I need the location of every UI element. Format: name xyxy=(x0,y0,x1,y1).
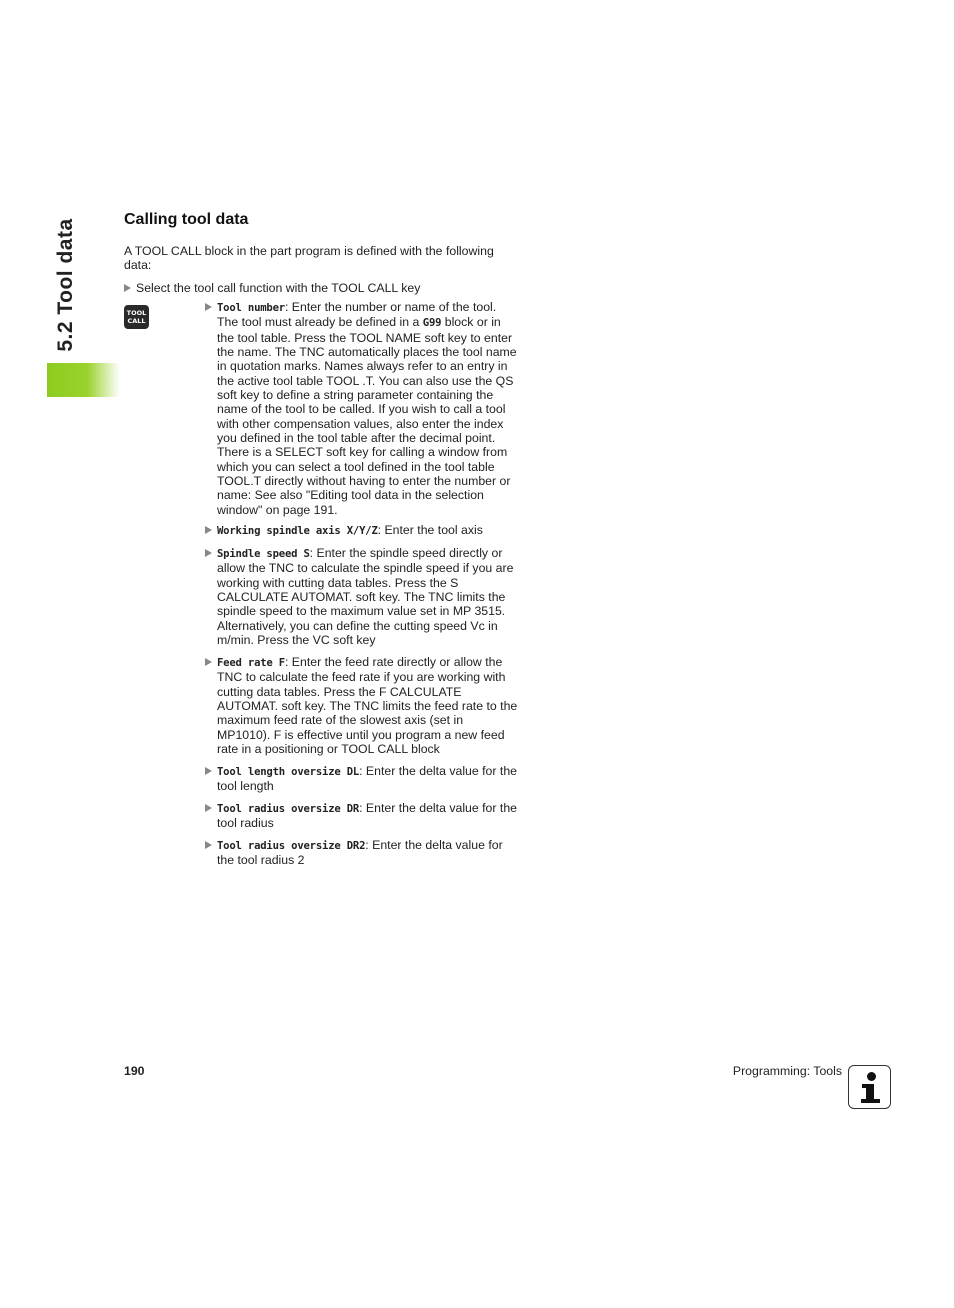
item-text: : Enter the delta value for the tool length xyxy=(217,764,518,794)
list-item-spindle-axis xyxy=(203,523,519,538)
list-item-radius-oversize-2 xyxy=(203,838,519,868)
list-item-radius-oversize xyxy=(203,801,519,831)
item-label: Feed rate F xyxy=(217,657,285,669)
item-text-continued: block or in the tool table. Press the TOOL NAME soft key to enter the name. The TNC automatically places the tool name in quotation marks. Names always refer to an entry in the active tool table TOOL .T. You can also use the QS soft key to define a string parameter containing the name of the tool to be called. If you wish to call a tool with other compensation values, also enter the index you defined in the tool table after the decimal point. There is a SELECT soft key for calling a window from which you can select a tool defined in the tool table TOOL.T directly without having to enter the number or name: See also "Editing tool data in the selection window" on page 191. xyxy=(217,315,517,517)
triangle-bullet-icon xyxy=(205,804,212,812)
list-item-spindle-speed xyxy=(203,546,519,647)
section-color-tab xyxy=(47,363,120,397)
item-text: : Enter the delta value for the tool radius xyxy=(217,801,518,831)
item-code: G99 xyxy=(422,317,442,330)
item-label: Tool radius oversize DR2 xyxy=(217,840,366,852)
triangle-bullet-icon xyxy=(205,549,212,557)
key-label-line2: CALL xyxy=(127,317,146,325)
triangle-bullet-icon xyxy=(205,841,212,849)
item-text: : Enter the delta value for the tool radius 2 xyxy=(217,838,503,868)
item-text: : Enter the number or name of the tool. The tool must already be defined in a xyxy=(217,300,497,330)
item-label: Tool length oversize DL xyxy=(217,766,360,778)
key-label-line1: TOOL xyxy=(126,309,147,317)
step-text: Select the tool call function with the TOOL CALL key xyxy=(136,281,421,295)
triangle-bullet-icon xyxy=(205,658,212,666)
intro-paragraph: A TOOL CALL block in the part program is defined with the following data: xyxy=(124,244,494,273)
tool-call-key-icon xyxy=(124,305,149,329)
item-text: : Enter the spindle speed directly or allow the TNC to calculate the spindle speed if you are working with cutting data tables. Press the S CALCULATE AUTOMAT. soft key. The TNC limits the spindle speed to the maximum value set in MP 3515. Alternatively, you can define the cutting speed Vc in m/min. Press the VC soft key xyxy=(217,546,514,648)
item-label: Tool number xyxy=(217,302,285,314)
triangle-bullet-icon xyxy=(205,767,212,775)
item-label: Tool radius oversize DR xyxy=(217,803,360,815)
list-item-tool-number xyxy=(203,300,519,517)
page-number: 190 xyxy=(124,1064,145,1078)
triangle-bullet-icon xyxy=(205,526,212,534)
step-instruction xyxy=(124,281,420,295)
item-label: Working spindle axis X/Y/Z xyxy=(217,525,378,537)
item-label: Spindle speed S xyxy=(217,548,310,560)
list-item-feed-rate xyxy=(203,655,519,756)
chapter-title: Programming: Tools xyxy=(732,1064,842,1078)
info-icon xyxy=(848,1065,891,1109)
item-text: : Enter the tool axis xyxy=(377,523,483,537)
list-item-length-oversize xyxy=(203,764,519,794)
side-section-title-text: 5.2 Tool data xyxy=(54,218,77,352)
item-text: : Enter the feed rate directly or allow the TNC to calculate the feed rate if you are working with cutting data tables. Press the F CALCULATE AUTOMAT. soft key. The TNC limits the feed rate to the maximum feed rate of the slowest axis (set in MP1010). F is effective until you program a new feed rate in a positioning or TOOL CALL block xyxy=(217,655,518,757)
section-heading: Calling tool data xyxy=(124,211,249,228)
triangle-bullet-icon xyxy=(205,303,212,311)
triangle-bullet-icon xyxy=(124,284,131,292)
